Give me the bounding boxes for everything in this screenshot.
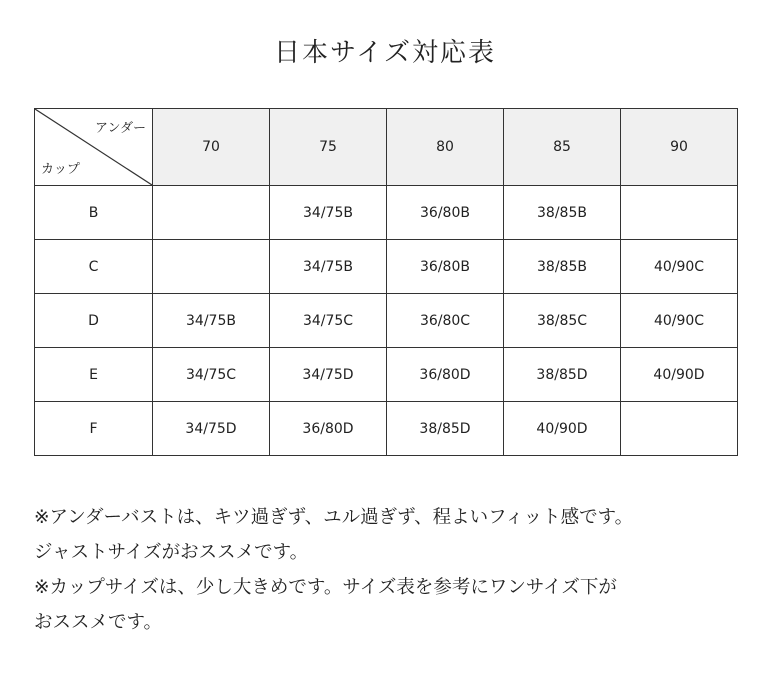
table-row [35, 294, 738, 348]
column-header: 70 [153, 109, 270, 186]
page-title: 日本サイズ対応表 [274, 38, 496, 68]
table-cell: 40/90C [621, 294, 738, 348]
table-cell: 38/85C [504, 294, 621, 348]
corner-header-cell [35, 109, 153, 186]
table-cell [153, 240, 270, 294]
table-cell: 34/75B [270, 186, 387, 240]
table-cell [621, 186, 738, 240]
table-cell: 34/75C [270, 294, 387, 348]
size-chart-table [34, 108, 738, 456]
table-header-row [35, 109, 738, 186]
cup-label: カップ [41, 162, 80, 177]
column-header: 80 [387, 109, 504, 186]
table-cell: 36/80D [270, 402, 387, 456]
table-cell: 34/75D [153, 402, 270, 456]
column-header: 90 [621, 109, 738, 186]
table-cell: 34/75D [270, 348, 387, 402]
note-line: おススメです。 [34, 612, 163, 633]
table-cell [153, 186, 270, 240]
table-cell [621, 402, 738, 456]
table-cell: 36/80C [387, 294, 504, 348]
table-row [35, 402, 738, 456]
table-cell: 38/85D [387, 402, 504, 456]
table-row [35, 348, 738, 402]
table-cell: 36/80D [387, 348, 504, 402]
column-header: 75 [270, 109, 387, 186]
table-row [35, 186, 738, 240]
cup-row-header: E [35, 348, 153, 402]
table-cell: 36/80B [387, 240, 504, 294]
table-cell: 40/90C [621, 240, 738, 294]
table-cell: 34/75B [270, 240, 387, 294]
note-line: ※カップサイズは、少し大きめです。サイズ表を参考にワンサイズ下が [34, 577, 617, 598]
table-cell: 38/85D [504, 348, 621, 402]
column-header: 85 [504, 109, 621, 186]
cup-row-header: C [35, 240, 153, 294]
table-row [35, 240, 738, 294]
note-line: ※アンダーバストは、キツ過ぎず、ユル過ぎず、程よいフィット感です。 [34, 507, 634, 528]
notes-section [34, 500, 744, 640]
underbust-label: アンダー [95, 121, 146, 136]
note-line: ジャストサイズがおススメです。 [34, 542, 309, 563]
table-cell: 40/90D [621, 348, 738, 402]
cup-row-header: B [35, 186, 153, 240]
table-cell: 40/90D [504, 402, 621, 456]
table-cell: 38/85B [504, 240, 621, 294]
table-cell: 34/75B [153, 294, 270, 348]
table-cell: 38/85B [504, 186, 621, 240]
cup-row-header: F [35, 402, 153, 456]
table-cell: 36/80B [387, 186, 504, 240]
cup-row-header: D [35, 294, 153, 348]
table-cell: 34/75C [153, 348, 270, 402]
